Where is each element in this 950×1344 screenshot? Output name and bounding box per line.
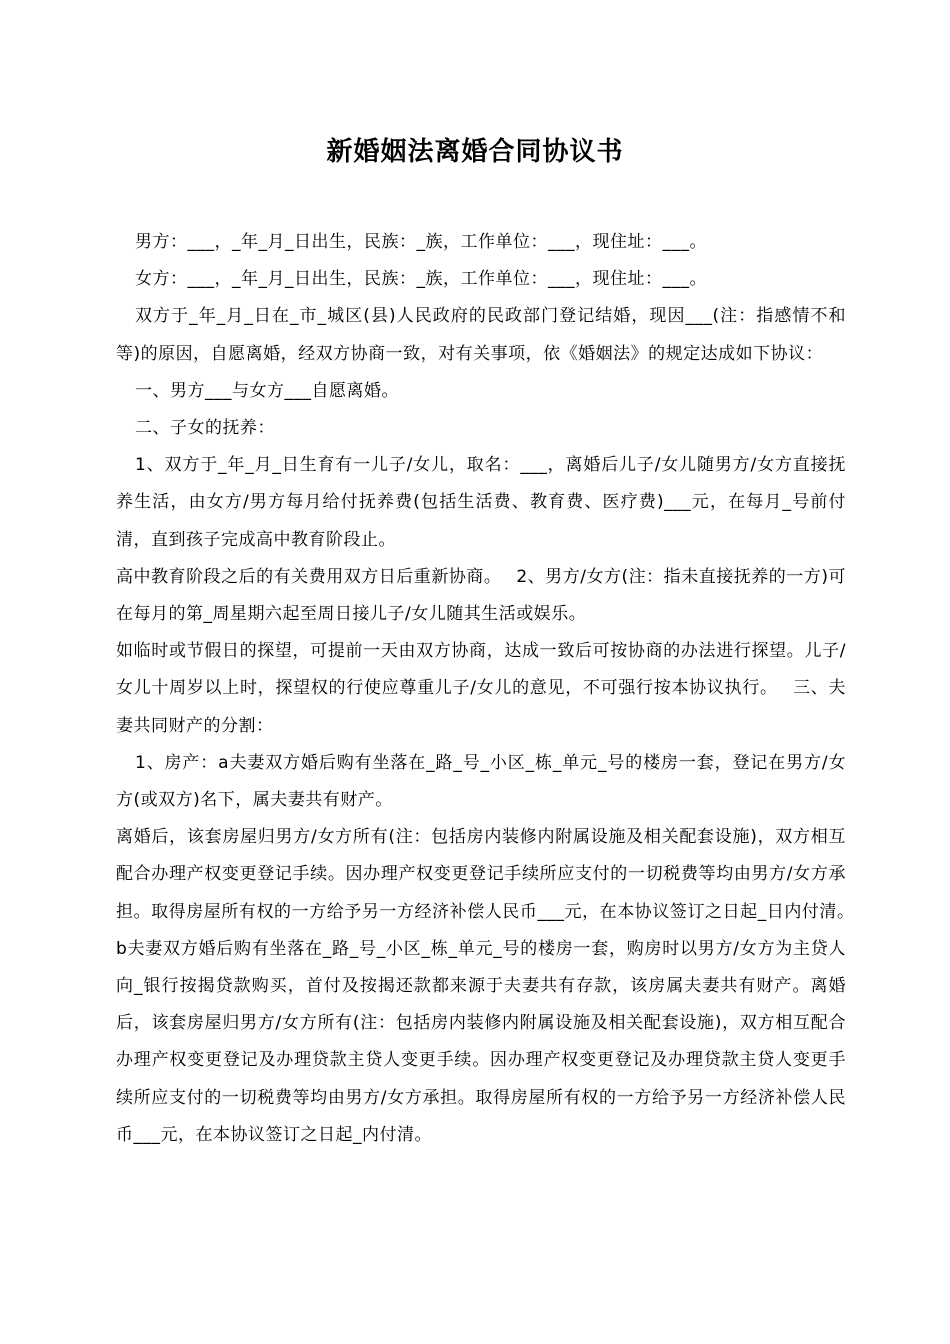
- paragraph-male-party: 男方：___，_年_月_日出生，民族：_族，工作单位：___，现住址：___。: [135, 232, 707, 252]
- paragraph-clause-one: 一、男方___与女方___自愿离婚。: [135, 380, 399, 401]
- document-body: [116, 224, 870, 1154]
- paragraph-property-division: 离婚后，该套房屋归男方/女方所有(注：包括房内装修内附属设施及相关配套设施)，双方相互配合办理产权变更登记手续。因办理产权变更登记手续所应支付的一切税费等均由男方/女方承担。取得房屋所有权的一方给予另一方经济补偿人民币___元，在本协议签订之日起_日内付清。 b夫妻双方婚后购有坐落在_路_号_小区_栋_单元_号的楼房一套，购房时以男方/女方为主贷人向_银行按揭贷款购买，首付及按揭还款都来源于夫妻共有存款，该房属夫妻共有财产。离婚后，该套房屋归男方/女方所有(注：包括房内装修内附属设施及相关配套设施)，双方相互配合办理产权变更登记及办理贷款主贷人变更手续。因办理产权变更登记及办理贷款主贷人变更手续所应支付的一切税费等均由男方/女方承担。取得房屋所有权的一方给予另一方经济补偿人民币___元，在本协议签订之日起_内付清。: [116, 827, 870, 1145]
- paragraph-visitation: 如临时或节假日的探望，可提前一天由双方协商，达成一致后可按协商的办法进行探望。儿子/女儿十周岁以上时，探望权的行使应尊重儿子/女儿的意见，不可强行按本协议执行。 三、夫妻共同财产的分割：: [116, 641, 846, 736]
- paragraph-property-a: 1、房产：a夫妻双方婚后购有坐落在_路_号_小区_栋_单元_号的楼房一套，登记在男方/女方(或双方)名下，属夫妻共有财产。: [116, 752, 846, 811]
- paragraph-clause-two-heading: 二、子女的抚养：: [135, 418, 275, 439]
- document-title: 新婚姻法离婚合同协议书: [326, 137, 624, 167]
- paragraph-child-custody: 1、双方于_年_月_日生育有一儿子/女儿，取名：___，离婚后儿子/女儿随男方/女方直接抚养生活，由女方/男方每月给付抚养费(包括生活费、教育费、医疗费)___元，在每月_号前付清，直到孩子完成高中教育阶段止。: [116, 455, 846, 550]
- paragraph-marriage-registration: 双方于_年_月_日在_市_城区(县)人民政府的民政部门登记结婚，现因___(注：指感情不和等)的原因，自愿离婚，经双方协商一致，对有关事项，依《婚姻法》的规定达成如下协议：: [116, 306, 846, 364]
- paragraph-education-costs: 高中教育阶段之后的有关费用双方日后重新协商。 2、男方/女方(注：指未直接抚养的一方)可在每月的第_周星期六起至周日接儿子/女儿随其生活或娱乐。: [116, 566, 846, 625]
- paragraph-female-party: 女方：___，_年_月_日出生，民族：_族，工作单位：___，现住址：___。: [135, 269, 707, 290]
